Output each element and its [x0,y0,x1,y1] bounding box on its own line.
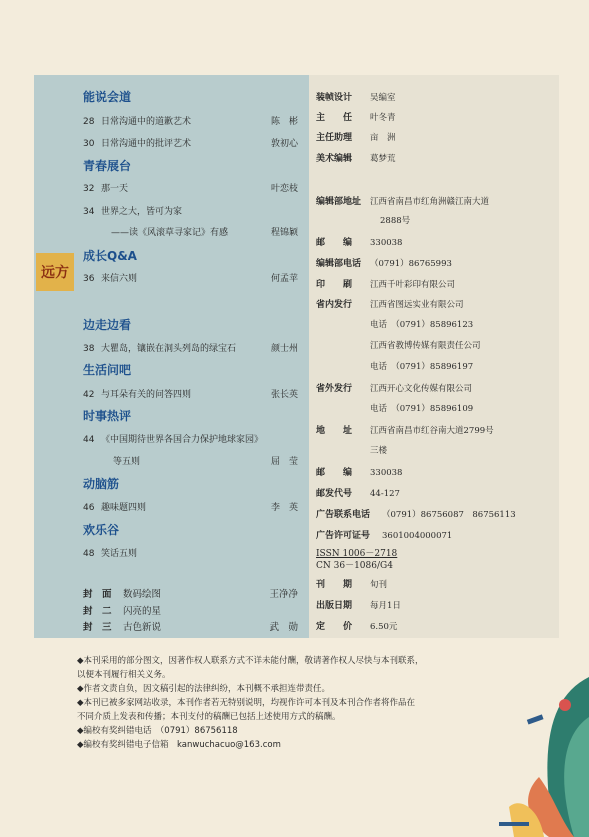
masthead-row: 地 址 江西省南昌市红谷南大道2799号 [316,426,494,436]
masthead-row: 主任助理 亩 洲 [316,133,396,143]
masthead-cont: 江西省教博传媒有限责任公司 [370,341,481,351]
section-title[interactable]: 青春展台 [83,159,132,173]
notes-block [77,654,517,752]
masthead-cont: 电话 （0791）85896197 [370,362,474,372]
section-title[interactable]: 欢乐谷 [83,523,120,537]
masthead-row: 编辑部地址 江西省南昌市红角洲赣江南大道 [316,197,490,207]
note-line: ◆编校有奖纠错电子信箱 kanwuchacuo@163.com [77,740,281,750]
masthead-row: 编辑部电话 （0791）86765993 [316,259,452,269]
cover-item: 封 面 数码绘图 王净净 [83,589,298,600]
masthead-row: 广告许可证号 3601004000071 [316,531,453,541]
section-title[interactable]: 边走边看 [83,318,132,332]
toc-item[interactable]: 48 笑话五则 [83,549,138,559]
toc-item[interactable]: 36 来信六则 何孟苹 [83,274,298,284]
note-line: ◆编校有奖纠错电话 （0791）86756118 [77,726,238,736]
note-line: 不同介质上发表和传播；本刊支付的稿酬已包括上述使用方式的稿酬。 [77,712,341,722]
section-title[interactable]: 时事热评 [83,409,132,423]
toc-item[interactable]: 28 日常沟通中的道歉艺术 陈 彬 [83,117,298,127]
decorative-illustration [479,657,589,837]
section-title[interactable]: 成长Q&A [83,249,137,263]
masthead-row: 广告联系电话 （0791）86756087 86756113 [316,510,516,520]
masthead-cont: 电话 （0791）85896123 [370,320,474,330]
masthead-row: 美术编辑 葛梦荒 [316,154,396,164]
masthead-row: 印 刷 江西千叶彩印有限公司 [316,280,456,290]
cn-number: CN 36－1086/G4 [316,561,393,571]
note-line: ◆作者文责自负，因文稿引起的法律纠纷，本刊概不承担连带责任。 [77,684,331,694]
toc-item[interactable]: 34 世界之大，皆可为家 [83,207,183,217]
toc-item[interactable]: 38 大瞿岛，镶嵌在洞头列岛的绿宝石 颜士州 [83,344,298,354]
column-badge: 远方 [36,253,74,291]
address-line2: 2888号 [380,216,411,226]
note-line: ◆本刊已被多家网站收录，本刊作者若无特别说明，均视作许可本刊及本刊合作者将作品在 [77,698,416,708]
masthead-cont: 三楼 [370,446,388,456]
masthead-cont: 电话 （0791）85896109 [370,404,474,414]
note-line: ◆本刊采用的部分图文，因著作权人联系方式不详未能付酬，敬请著作权人尽快与本刊联系， [77,656,424,666]
toc-item[interactable]: 等五则 屈 莹 [113,457,298,467]
masthead-row: 装帧设计 吴编室 [316,93,396,103]
toc-item[interactable]: 44 《中国期待世界各国合力保护地球家园》 [83,435,264,445]
masthead-row: 出版日期 每月1日 [316,601,401,611]
masthead-row: 省外发行 江西开心文化传媒有限公司 [316,384,473,394]
toc-item[interactable]: 46 趣味题四则 李 英 [83,503,298,513]
masthead-row: 邮发代号 44-127 [316,489,400,499]
toc-item[interactable]: ——读《风滚草寻家记》有感 程锦颖 [111,228,298,238]
cover-item: 封 三 古色新说 武 勋 [83,622,298,633]
toc-item[interactable]: 32 那一天 叶恋枝 [83,184,298,194]
masthead-row: 省内发行 江西省图远实业有限公司 [316,300,464,310]
issn: ISSN 1006－2718 [316,549,398,559]
masthead-row: 定 价 6.50元 [316,622,398,632]
section-title[interactable]: 动脑筋 [83,477,120,491]
masthead-row: 刊 期 旬刊 [316,580,388,590]
section-title[interactable]: 生活问吧 [83,363,132,377]
note-line: 以便本刊履行相关义务。 [77,670,171,680]
cover-item: 封 二 闪亮的星 [83,606,162,617]
section-title[interactable]: 能说会道 [83,90,132,104]
masthead-row: 邮 编 330038 [316,238,403,248]
toc-item[interactable]: 42 与耳朵有关的问答四则 张长英 [83,390,298,400]
toc-item[interactable]: 30 日常沟通中的批评艺术 敦初心 [83,139,298,149]
masthead-row: 邮 编 330038 [316,468,403,478]
masthead-row: 主 任 叶冬青 [316,113,396,123]
